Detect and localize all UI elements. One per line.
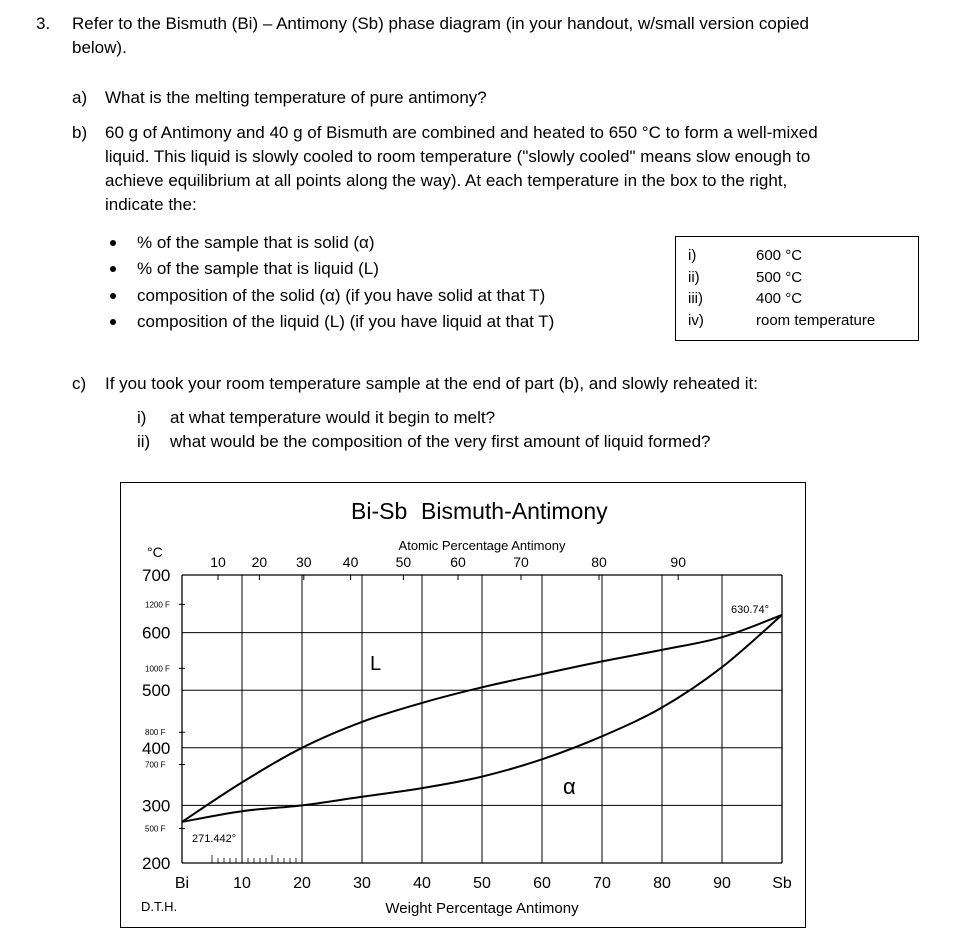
chart-title-name: Bismuth-Antimony bbox=[421, 498, 608, 524]
phase-diagram-svg bbox=[121, 483, 804, 926]
x-tick-label: 40 bbox=[413, 875, 431, 892]
y-tick-label: 600 bbox=[142, 623, 171, 643]
temp-row-number: iii) bbox=[688, 290, 703, 307]
x-tick-label: 70 bbox=[593, 875, 611, 892]
liquid-region-label: L bbox=[370, 653, 382, 675]
temp-row bbox=[676, 245, 920, 267]
top-axis-tick-label: 90 bbox=[670, 554, 686, 570]
bullet-dot bbox=[110, 293, 116, 299]
temp-row-number: iv) bbox=[688, 312, 704, 329]
part-c-sub-number: ii) bbox=[137, 432, 151, 451]
chart-title-formula: Bi-Sb bbox=[351, 498, 408, 524]
temp-row bbox=[676, 267, 920, 289]
bullet-dot bbox=[110, 319, 116, 325]
y-tick-label: 300 bbox=[142, 796, 171, 816]
bullet-item: composition of the liquid (L) (if you have liquid at that T) bbox=[137, 312, 555, 331]
x-tick-label: Bi bbox=[174, 875, 190, 892]
bullet-dot bbox=[110, 266, 116, 272]
y-axis-unit: °C bbox=[147, 544, 163, 560]
source-label: D.T.H. bbox=[141, 899, 178, 914]
x-tick-label: 50 bbox=[473, 875, 491, 892]
phase-diagram bbox=[120, 482, 806, 928]
bi-melting-point-label: 271.442° bbox=[192, 833, 237, 845]
x-tick-label: 90 bbox=[713, 875, 731, 892]
y-tick-label: 500 bbox=[142, 681, 171, 701]
y-tick-label: 400 bbox=[142, 738, 171, 758]
top-axis-tick-label: 60 bbox=[450, 554, 466, 570]
part-c-sub-text: at what temperature would it begin to melt? bbox=[170, 408, 496, 427]
x-tick-label: 30 bbox=[353, 875, 371, 892]
fahrenheit-label: 700 F bbox=[145, 760, 166, 770]
temp-row-value: 500 °C bbox=[756, 269, 803, 286]
part-b-line1: 60 g of Antimony and 40 g of Bismuth are combined and heated to 650 °C to form a well-mixed bbox=[105, 123, 818, 142]
top-axis-tick-label: 40 bbox=[342, 554, 359, 570]
temp-row bbox=[676, 310, 920, 332]
sb-melting-point-label: 630.74° bbox=[731, 604, 770, 616]
part-b-label: b) bbox=[72, 123, 88, 142]
top-axis-tick-label: 80 bbox=[591, 554, 607, 570]
x-axis-label: Weight Percentage Antimony bbox=[385, 900, 579, 917]
alpha-region-label: α bbox=[563, 774, 576, 799]
part-b-line2: liquid. This liquid is slowly cooled to room temperature ("slowly cooled" means slow enough to bbox=[105, 147, 811, 166]
y-tick-label: 700 bbox=[142, 566, 171, 585]
top-axis-tick-label: 50 bbox=[395, 554, 412, 570]
bullet-item: % of the sample that is solid (α) bbox=[137, 233, 375, 252]
question-intro-line1: Refer to the Bismuth (Bi) – Antimony (Sb) phase diagram (in your handout, w/small version copied bbox=[72, 14, 810, 33]
x-tick-label: 80 bbox=[653, 875, 671, 892]
part-c-sub-text: what would be the composition of the very first amount of liquid formed? bbox=[170, 432, 711, 451]
part-c-text: If you took your room temperature sample at the end of part (b), and slowly reheated it: bbox=[105, 374, 758, 393]
x-tick-label: 10 bbox=[233, 875, 251, 892]
part-c-label: c) bbox=[72, 374, 87, 393]
part-c-sub-number: i) bbox=[137, 408, 147, 427]
part-a-label: a) bbox=[72, 88, 88, 107]
fahrenheit-label: 500 F bbox=[145, 824, 166, 834]
fahrenheit-label: 800 F bbox=[145, 728, 166, 738]
part-a-text: What is the melting temperature of pure antimony? bbox=[105, 88, 487, 107]
bullet-item: % of the sample that is liquid (L) bbox=[137, 259, 379, 278]
temp-row-value: room temperature bbox=[756, 312, 876, 329]
fahrenheit-label: 1000 F bbox=[145, 664, 170, 674]
top-axis-tick-label: 30 bbox=[296, 554, 312, 570]
x-tick-label: Sb bbox=[772, 875, 792, 892]
temperature-box bbox=[675, 236, 919, 341]
top-axis-tick-label: 10 bbox=[210, 554, 226, 570]
temp-row-number: ii) bbox=[688, 269, 700, 286]
question-intro-line2: below). bbox=[72, 38, 127, 57]
x-tick-label: 60 bbox=[533, 875, 551, 892]
temp-row bbox=[676, 288, 920, 310]
part-b-line4: indicate the: bbox=[105, 195, 197, 214]
part-b-line3: achieve equilibrium at all points along the way). At each temperature in the box to the right, bbox=[105, 171, 788, 190]
top-axis-label: Atomic Percentage Antimony bbox=[398, 538, 566, 553]
bullet-item: composition of the solid (α) (if you have solid at that T) bbox=[137, 286, 546, 305]
temp-row-number: i) bbox=[688, 247, 697, 264]
y-tick-label: 200 bbox=[142, 854, 171, 873]
fahrenheit-label: 1200 F bbox=[145, 600, 170, 610]
bullet-dot bbox=[110, 240, 116, 246]
top-axis-tick-label: 20 bbox=[251, 554, 268, 570]
temp-row-value: 600 °C bbox=[756, 247, 803, 264]
x-tick-label: 20 bbox=[293, 875, 311, 892]
temp-row-value: 400 °C bbox=[756, 290, 803, 307]
top-axis-tick-label: 70 bbox=[513, 554, 529, 570]
question-number: 3. bbox=[36, 14, 51, 33]
